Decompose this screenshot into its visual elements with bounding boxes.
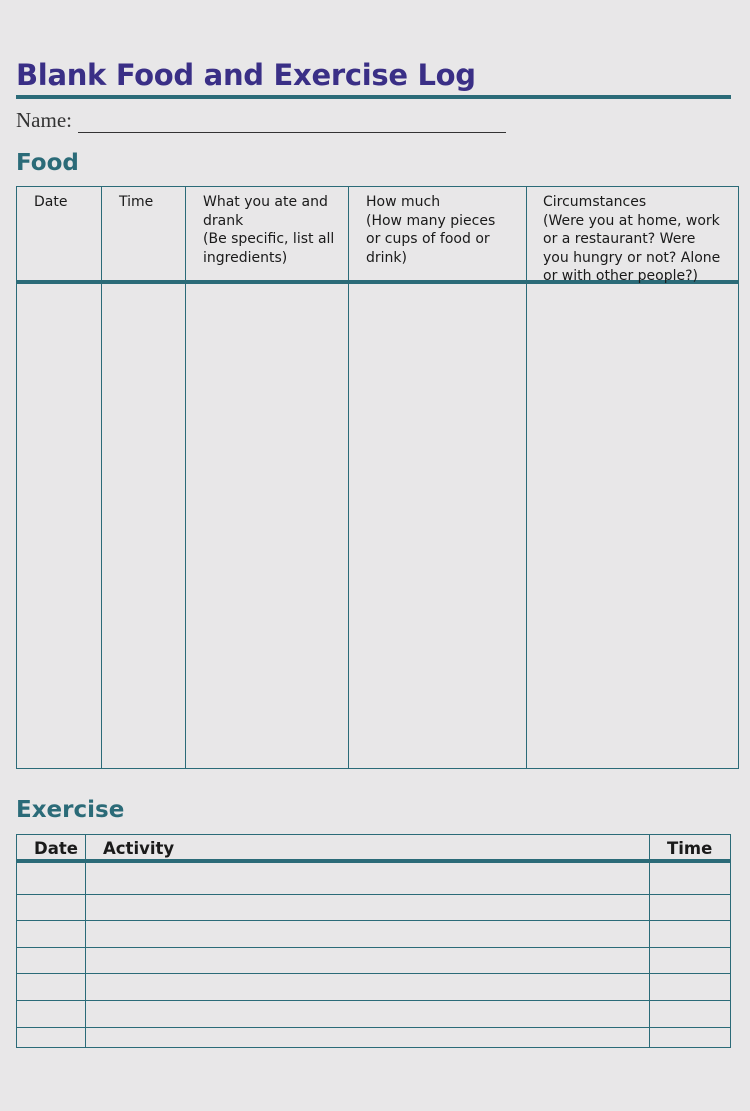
food-cell-time[interactable]: [102, 288, 185, 768]
exercise-cell-activity[interactable]: [86, 894, 649, 921]
name-row: [16, 108, 506, 133]
exercise-cell-activity[interactable]: [86, 920, 649, 947]
exercise-cell-activity[interactable]: [86, 947, 649, 974]
exercise-cell-time[interactable]: [650, 867, 730, 894]
exercise-cell-time[interactable]: [650, 1000, 730, 1027]
exercise-cell-date[interactable]: [17, 867, 85, 894]
exercise-cell-time[interactable]: [650, 973, 730, 1000]
exercise-cell-activity[interactable]: [86, 973, 649, 1000]
food-table: [16, 186, 739, 769]
exercise-cell-date[interactable]: [17, 920, 85, 947]
exercise-cell-date[interactable]: [17, 973, 85, 1000]
exercise-cell-time[interactable]: [650, 1027, 730, 1054]
name-blank-line[interactable]: [78, 111, 506, 133]
exercise-cell-time[interactable]: [650, 947, 730, 974]
food-cell-how-much[interactable]: [349, 288, 526, 768]
exercise-cell-activity[interactable]: [86, 867, 649, 894]
exercise-table-header: [17, 835, 730, 863]
exercise-cell-time[interactable]: [650, 920, 730, 947]
food-cell-what[interactable]: [186, 288, 348, 768]
food-header-date: Date: [34, 194, 68, 210]
food-table-header: [17, 187, 738, 284]
exercise-cell-activity[interactable]: [86, 1000, 649, 1027]
exercise-cell-time[interactable]: [650, 894, 730, 921]
exercise-cell-date[interactable]: [17, 947, 85, 974]
exercise-cell-date[interactable]: [17, 1027, 85, 1054]
exercise-header-activity: Activity: [103, 839, 175, 858]
food-header-what: What you ate and drank (Be specific, list all ingredients): [203, 194, 335, 266]
name-label: Name:: [16, 108, 72, 132]
food-header-how-much: How much (How many pieces or cups of food or drink): [366, 194, 496, 266]
exercise-cell-date[interactable]: [17, 894, 85, 921]
food-header-time: Time: [119, 194, 154, 210]
exercise-table: [16, 834, 731, 1048]
food-header-circumstances: Circumstances (Were you at home, work or a restaurant? Were you hungry or not? Alone or with other people?): [543, 194, 721, 284]
food-cell-date[interactable]: [17, 288, 101, 768]
exercise-heading: Exercise: [16, 797, 125, 823]
exercise-header-date: Date: [34, 839, 78, 858]
exercise-header-time: Time: [667, 839, 713, 858]
exercise-cell-date[interactable]: [17, 1000, 85, 1027]
food-heading: Food: [16, 150, 79, 176]
exercise-cell-activity[interactable]: [86, 1027, 649, 1054]
page-title: Blank Food and Exercise Log: [16, 58, 476, 92]
title-underline: [16, 95, 731, 99]
food-cell-circumstances[interactable]: [527, 288, 738, 768]
